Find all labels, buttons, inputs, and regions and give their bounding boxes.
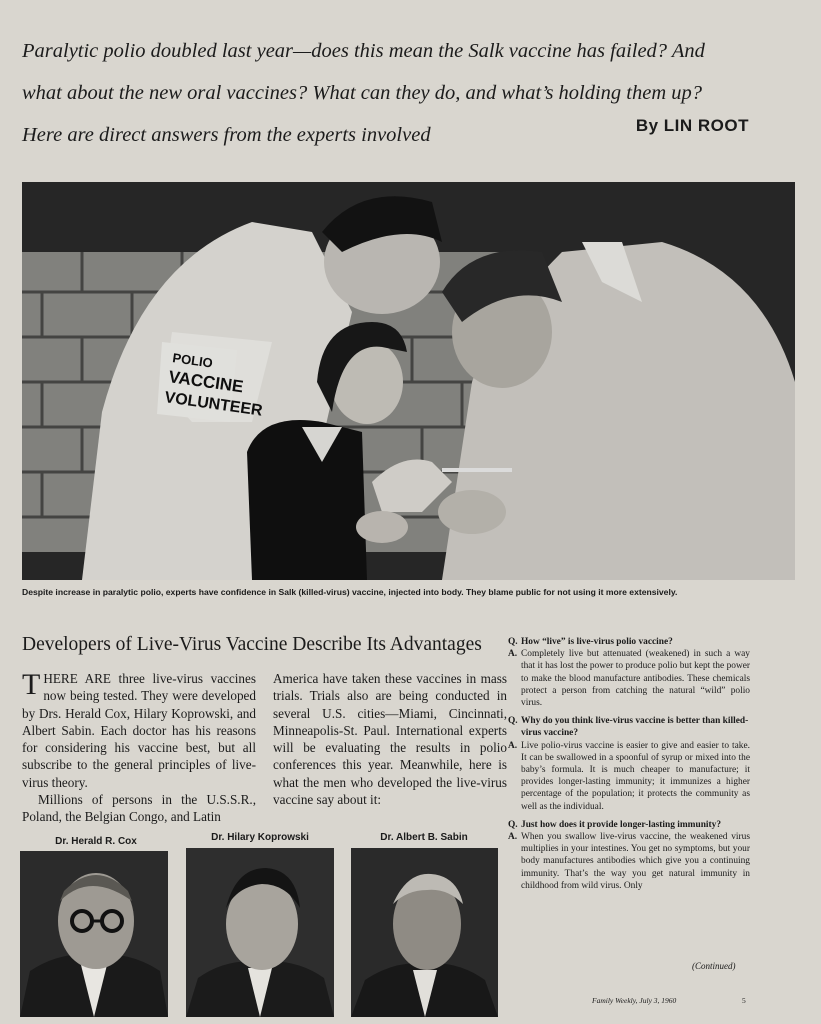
answer <box>508 831 750 892</box>
qa-item <box>508 715 750 813</box>
answer-text: Completely live but attenuated (weakened) in such a way that it has lost the power to produce polio but kept the power to make the blood manufacture antibodies. These chemicals protect a person from catching the natural “wild” polio virus. <box>521 649 750 709</box>
page-number: 5 <box>742 996 746 1005</box>
answer-tag: A. <box>508 832 518 843</box>
portrait-cox <box>20 851 168 1017</box>
drop-cap: T <box>22 668 41 701</box>
deck-line: Paralytic polio doubled last year—does this mean the Salk vaccine has failed? And <box>22 40 705 62</box>
body-paragraph: America have taken these vaccines in mass trials. Trials also are being conducted in several U.S. cities—Miami, Cincinnati, Minneapolis-St. Paul. International experts will be evaluating the results in polio conferences this year. Meanwhile, here is what the men who developed the live-virus vaccine say about it: <box>273 671 507 808</box>
photo-caption: Despite increase in paralytic polio, experts have confidence in Salk (killed-virus) vaccine, injected into body. They blame public for not using it more extensively. <box>22 587 678 597</box>
question-text: How “live” is live-virus polio vaccine? <box>521 637 673 647</box>
qa-item <box>508 819 750 892</box>
section-headline: Developers of Live-Virus Vaccine Describe Its Advantages <box>22 634 482 655</box>
answer <box>508 740 750 813</box>
answer <box>508 648 750 709</box>
byline: By LIN ROOT <box>635 116 749 135</box>
portrait-cox-photo <box>20 851 168 1017</box>
deck-line: what about the new oral vaccines? What can they do, and what’s holding them up? <box>22 82 703 104</box>
portrait-caption-koprowski: Dr. Hilary Koprowski <box>211 832 309 843</box>
publication-footer: Family Weekly, July 3, 1960 <box>592 996 677 1005</box>
portrait-sabin <box>351 848 498 1017</box>
question-tag: Q. <box>508 819 518 830</box>
question-text: Why do you think live-virus vaccine is better than killed-virus vaccine? <box>521 716 749 739</box>
question-tag: Q. <box>508 716 518 727</box>
question <box>508 636 750 648</box>
qa-item <box>508 636 750 709</box>
paragraph-text: three live-virus vaccines now being tested. They were developed by Drs. Herald Cox, Hilary Koprowski, and Albert Sabin. Each doctor has his reasons for considering his vaccine best, but all subscribe to the general principles of live-virus theory. <box>22 671 257 790</box>
armband-line: VOLUNTEER <box>163 389 264 420</box>
armband-line: POLIO <box>171 350 214 371</box>
main-photo <box>22 182 795 580</box>
answer-text: When you swallow live-virus vaccine, the weakened virus multiplies in your intestines. You get no symptoms, but your body manufactures antibodies which give you a continuing immunity. That’s the way you get natural immunity in childhood from wild virus. Only <box>521 832 750 891</box>
body-paragraph: Millions of persons in the U.S.S.R., Poland, the Belgian Congo, and Latin <box>22 792 256 825</box>
portrait-caption-sabin: Dr. Albert B. Sabin <box>380 832 468 843</box>
body-paragraph <box>22 670 256 791</box>
lead-in: HERE ARE <box>43 671 111 686</box>
body-column-2 <box>273 670 507 808</box>
article-deck <box>22 30 762 156</box>
answer-text: Live polio-virus vaccine is easier to give and easier to take. It can be swallowed in a spoonful of syrup or mixed into the baby’s formula. It is much cheaper to manufacture; it provides longer-lasting immunity; it immunizes a higher percentage of the population; it protects the community as well as the individual. <box>521 740 750 812</box>
portrait-caption-cox: Dr. Herald R. Cox <box>55 836 137 847</box>
portrait-sabin-photo <box>351 848 498 1017</box>
armband-line: VACCINE <box>167 367 245 397</box>
body-column-1 <box>22 670 256 826</box>
deck-line: Here are direct answers from the experts involved <box>22 124 431 146</box>
vaccination-scene-photo <box>22 182 795 580</box>
question-tag: Q. <box>508 637 518 647</box>
question-text: Just how does it provide longer-lasting immunity? <box>521 819 722 830</box>
qa-sidebar <box>508 636 750 898</box>
portrait-koprowski-photo <box>186 848 334 1017</box>
portrait-koprowski <box>186 848 334 1017</box>
answer-tag: A. <box>508 649 518 660</box>
question <box>508 819 750 831</box>
answer-tag: A. <box>508 740 518 751</box>
continued-note: (Continued) <box>692 961 736 971</box>
question <box>508 715 750 739</box>
